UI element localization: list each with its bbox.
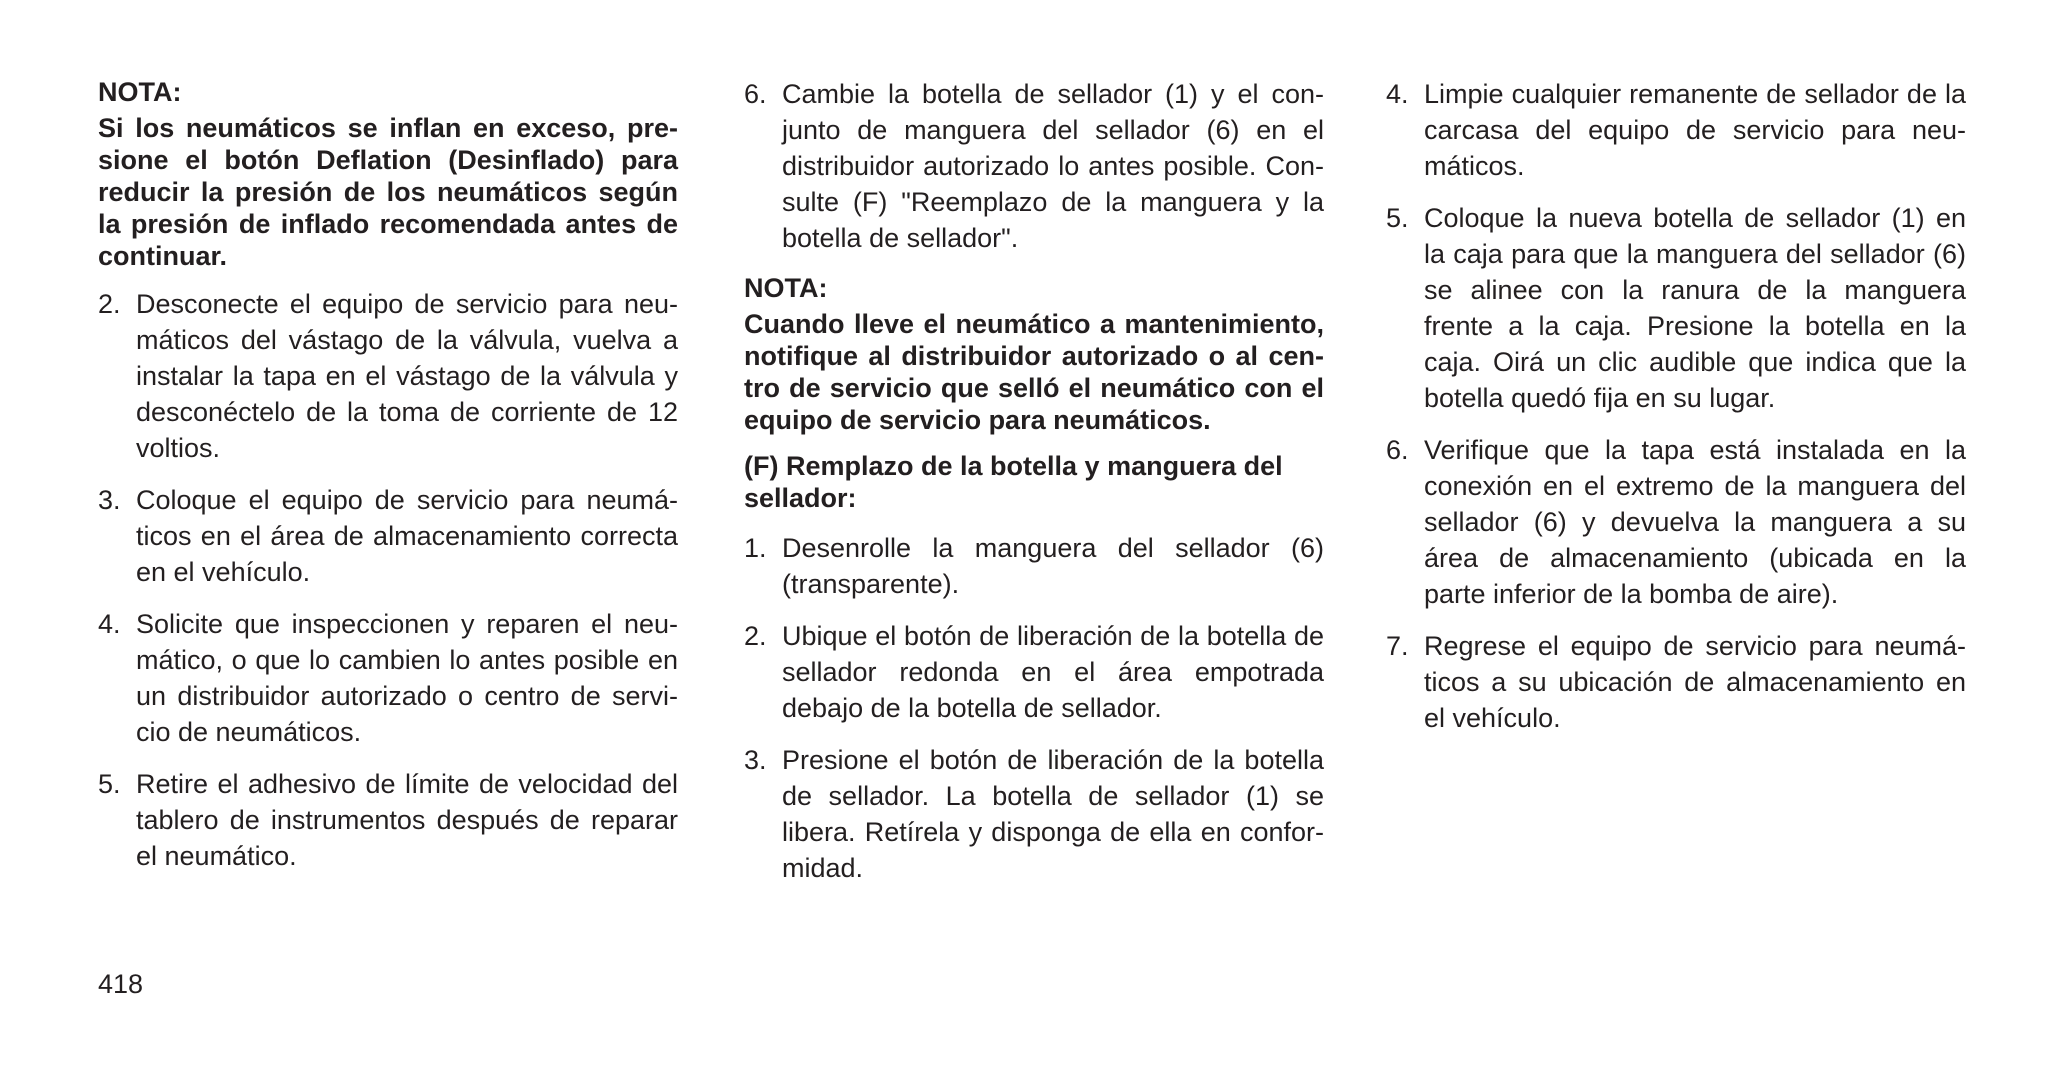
list-item-number: 6.	[744, 79, 767, 109]
list-item	[744, 742, 1324, 886]
section-heading: (F) Remplazo de la botella y manguera del sellador:	[744, 451, 1283, 513]
list-item-text: Presione el botón de liberación de la botella de sellador. La botella de sellador (1) se libera. Retírela y disponga de ella en confor-midad.	[782, 745, 1324, 883]
list-item	[98, 766, 678, 874]
column-right	[1386, 76, 1966, 752]
list-item-number: 5.	[98, 769, 121, 799]
list-item	[1386, 628, 1966, 736]
list-item	[98, 286, 678, 466]
column-middle	[744, 76, 1324, 902]
list-item	[1386, 76, 1966, 184]
list-item-number: 3.	[98, 485, 121, 515]
list-item	[744, 530, 1324, 602]
note-body: Cuando lleve el neumático a mantenimiento, notifique al distribuidor autorizado o al cen-tro de servicio que selló el neumático con el equipo de servicio para neumáticos.	[744, 309, 1324, 435]
note-label: NOTA:	[98, 77, 182, 107]
list-item	[1386, 432, 1966, 612]
list-item-text: Cambie la botella de sellador (1) y el con-junto de manguera del sellador (6) en el distribuidor autorizado lo antes posible. Con-sulte (F) "Reemplazo de la manguera y la botella de sellador".	[782, 79, 1324, 253]
list-item-number: 3.	[744, 745, 767, 775]
list-item-number: 7.	[1386, 631, 1409, 661]
list-item-text: Solicite que inspeccionen y reparen el neu-mático, o que lo cambien lo antes posible en un distribuidor autorizado o centro de servi-cio de neumáticos.	[136, 609, 678, 747]
list-item-number: 4.	[1386, 79, 1409, 109]
list-item-text: Desconecte el equipo de servicio para neu-máticos del vástago de la válvula, vuelva a instalar la tapa en el vástago de la válvula y desconéctelo de la toma de corriente de 12 voltios.	[136, 289, 678, 463]
list-item-number: 4.	[98, 609, 121, 639]
column-left	[98, 76, 678, 890]
list-item-text: Regrese el equipo de servicio para neumá-ticos a su ubicación de almacenamiento en el vehículo.	[1424, 631, 1966, 733]
list-item-text: Verifique que la tapa está instalada en la conexión en el extremo de la manguera del sellador (6) y devuelva la manguera a su área de almacenamiento (ubicada en la parte inferior de la bomba de aire).	[1424, 435, 1966, 609]
list-item-text: Ubique el botón de liberación de la botella de sellador redonda en el área empotrada debajo de la botella de sellador.	[782, 621, 1324, 723]
list-item-number: 6.	[1386, 435, 1409, 465]
list-item-text: Coloque la nueva botella de sellador (1) en la caja para que la manguera del sellador (6) se alinee con la ranura de la manguera frente a la caja. Presione la botella en la caja. Oirá un clic audible que indica que la botella quedó fija en su lugar.	[1424, 203, 1966, 413]
list-item-text: Retire el adhesivo de límite de velocidad del tablero de instrumentos después de reparar el neumático.	[136, 769, 678, 871]
list-item-number: 2.	[744, 621, 767, 651]
list-item-text: Coloque el equipo de servicio para neumá-ticos en el área de almacenamiento correcta en el vehículo.	[136, 485, 678, 587]
list-item	[744, 76, 1324, 256]
list-item-text: Desenrolle la manguera del sellador (6) (transparente).	[782, 533, 1324, 599]
note-label: NOTA:	[744, 273, 828, 303]
list-item	[98, 482, 678, 590]
page-number: 418	[98, 969, 144, 999]
list-item	[98, 606, 678, 750]
list-item-number: 2.	[98, 289, 121, 319]
list-item-number: 5.	[1386, 203, 1409, 233]
list-item	[744, 618, 1324, 726]
note-body: Si los neumáticos se inflan en exceso, pre-sione el botón Deflation (Desinflado) para reducir la presión de los neumáticos según la presión de inflado recomendada antes de continuar.	[98, 113, 678, 271]
list-item	[1386, 200, 1966, 416]
list-item-number: 1.	[744, 533, 767, 563]
list-item-text: Limpie cualquier remanente de sellador de la carcasa del equipo de servicio para neu-máticos.	[1424, 79, 1966, 181]
